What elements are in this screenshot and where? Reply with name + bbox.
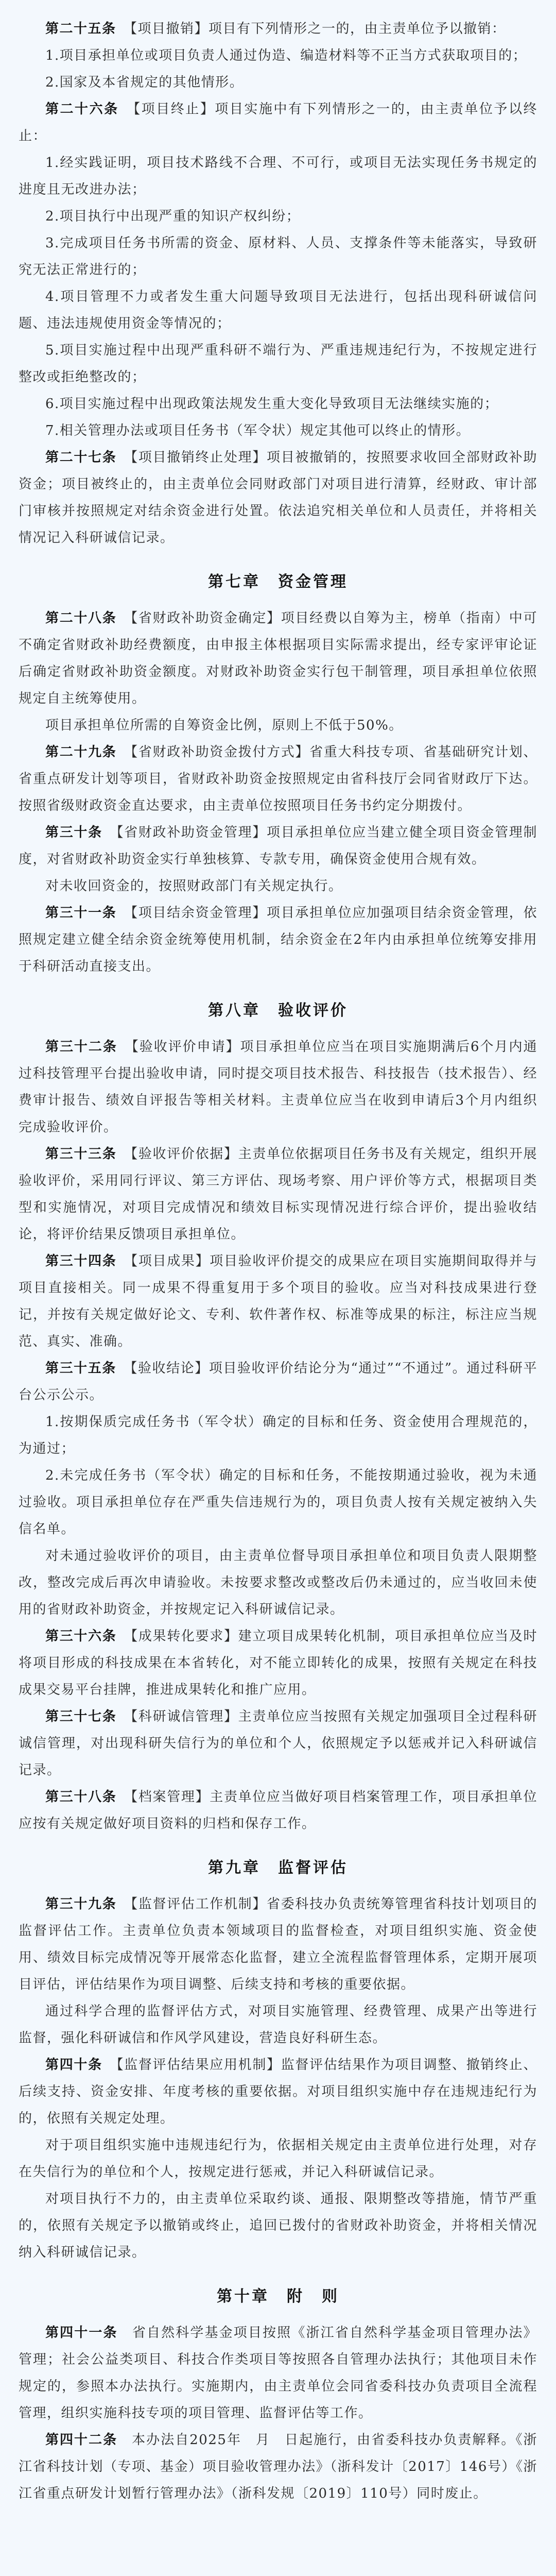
paragraph: [19, 283, 537, 337]
paragraph-text: 6.项目实施过程中出现政策法规发生重大变化导致项目无法继续实施的；: [45, 396, 499, 412]
paragraph-text: 通过科学合理的监督评估方式，对项目实施管理、经费管理、成果产出等进行监督，强化科研诚信和作风学风建设，营造良好科研生态。: [19, 2004, 537, 2046]
paragraph-text: 1.经实践证明，项目技术路线不合理、不可行，或项目无法实现任务书规定的进度且无改进办法；: [19, 155, 537, 197]
chapter-heading: 第八章 验收评价: [208, 1002, 348, 1020]
paragraph-text: 【项目成果】项目验收评价提交的成果应在项目实施期间取得并与项目直接相关。同一成果不得重复用于多个项目的验收。应当对科技成果进行登记，并按有关规定做好论文、专利、软件著作权、标准等成果的标注，标注应当规范、真实、准确。: [19, 1253, 537, 1349]
article-number: 第二十九条: [45, 744, 117, 760]
chapter-heading: 第十章 附 则: [217, 2287, 339, 2306]
paragraph: [19, 1248, 537, 1355]
article-number: 第四十一条: [45, 2325, 118, 2341]
paragraph: [19, 2132, 537, 2185]
paragraph-text: 2.未完成任务书（军令状）确定的目标和任务，不能按期通过验收，视为未通过验收。项目承担单位存在严重失信违规行为的，项目负责人按有关规定被纳入失信名单。: [19, 1468, 537, 1537]
paragraph-text: 【监督评估工作机制】省委科技办负责统筹管理省科技计划项目的监督评估工作。主责单位负责本领域项目的监督检查，对项目组织实施、资金使用、绩效目标完成情况等开展常态化监督，建立全流程监督管理体系，定期开展项目评估，评估结果作为项目调整、后续支持和考核的重要依据。: [19, 1896, 537, 1992]
paragraph-text: 4.项目管理不力或者发生重大问题导致项目无法进行，包括出现科研诚信问题、违法违规使用资金等情况的；: [19, 289, 537, 331]
paragraph: [19, 15, 537, 42]
article-number: 第二十六条: [45, 101, 119, 117]
article-number: 第三十六条: [45, 1629, 117, 1644]
paragraph-text: 【档案管理】主责单位应当做好项目档案管理工作，项目承担单位应按有关规定做好项目资料的归档和保存工作。: [19, 1789, 537, 1832]
article-number: 第二十五条: [45, 21, 116, 37]
paragraph-text: 7.相关管理办法或项目任务书（军令状）规定其他可以终止的情形。: [45, 423, 471, 438]
paragraph: [19, 1998, 537, 2052]
paragraph: [19, 1623, 537, 1703]
paragraph: [19, 873, 537, 900]
paragraph-text: 项目承担单位所需的自筹资金比例，原则上不低于50%。: [45, 718, 403, 733]
article-number: 第三十七条: [45, 1709, 117, 1724]
paragraph: [19, 1543, 537, 1623]
paragraph: [19, 712, 537, 739]
article-number: 第三十三条: [45, 1146, 117, 1162]
paragraph: [19, 337, 537, 391]
paragraph-text: 【项目撤销】项目有下列情形之一的，由主责单位予以撤销：: [130, 21, 506, 37]
paragraph: [19, 149, 537, 203]
chapter-heading: 第七章 资金管理: [208, 573, 348, 591]
article-number: 第三十二条: [45, 1039, 117, 1055]
paragraph-text: 对项目执行不力的，由主责单位采取约谈、通报、限期整改等措施，情节严重的，依照有关规定予以撤销或终止，追回已拨付的省财政补助资金，并将相关情况纳入科研诚信记录。: [19, 2191, 537, 2260]
paragraph-text: 2.国家及本省规定的其他情形。: [45, 75, 244, 90]
article-number: 第三十条: [45, 825, 102, 840]
paragraph-text: 【验收结论】项目验收评价结论分为“通过”“不通过”。通过科研平台公示公示。: [19, 1361, 537, 1403]
paragraph: [19, 1033, 537, 1141]
paragraph-text: 【省财政补助资金管理】项目承担单位应当建立健全项目资金管理制度，对省财政补助资金实行单独核算、专款专用，确保资金使用合规有效。: [19, 825, 537, 867]
paragraph: [19, 391, 537, 417]
paragraph: [19, 2427, 537, 2507]
paragraph: [19, 69, 537, 96]
paragraph: [19, 1891, 537, 1998]
paragraph: [19, 1462, 537, 1543]
paragraph-text: 【成果转化要求】建立项目成果转化机制，项目承担单位应当及时将项目形成的科技成果在本省转化，对不能立即转化的成果，按照有关规定在科技成果交易平台挂牌，推进成果转化和推广应用。: [19, 1629, 537, 1698]
paragraph-text: 5.项目实施过程中出现严重科研不端行为、严重违规违纪行为，不按规定进行整改或拒绝整改的；: [19, 343, 537, 385]
paragraph-text: 【项目终止】项目实施中有下列情形之一的，由主责单位予以终止：: [19, 101, 537, 144]
paragraph: [19, 96, 537, 149]
paragraph: [19, 1784, 537, 1837]
paragraph-text: 【科研诚信管理】主责单位应当按照有关规定加强项目全过程科研诚信管理，对出现科研失信行为的单位和个人，依照规定予以惩戒并记入科研诚信记录。: [19, 1709, 537, 1778]
paragraph: [19, 1355, 537, 1409]
document-body: [19, 0, 537, 2507]
paragraph: [19, 1141, 537, 1248]
article-number: 第四十二条: [45, 2432, 118, 2448]
paragraph: [19, 1409, 537, 1462]
paragraph: [19, 230, 537, 283]
paragraph: [19, 2185, 537, 2266]
paragraph-text: 对未收回资金的，按照财政部门有关规定执行。: [45, 878, 343, 894]
article-number: 第三十九条: [45, 1896, 117, 1912]
paragraph-text: 【省财政补助资金确定】项目经费以自筹为主，榜单（指南）中可不确定省财政补助经费额度，由申报主体根据项目实际需求提出，经专家评审论证后确定省财政补助资金额度。对财政补助资金实行包干制管理，项目承担单位依照规定自主统筹使用。: [19, 611, 537, 706]
paragraph: [19, 819, 537, 873]
article-number: 第二十七条: [45, 450, 117, 465]
paragraph-text: 1.项目承担单位或项目负责人通过伪造、编造材料等不正当方式获取项目的；: [45, 48, 527, 63]
paragraph: [19, 203, 537, 230]
article-number: 第三十五条: [45, 1361, 116, 1376]
paragraph: [19, 417, 537, 444]
paragraph-text: 【验收评价依据】主责单位依据项目任务书及有关规定，组织开展验收评价，采用同行评议、第三方评估、现场考察、用户评价等方式，根据项目类型和实施情况，对项目完成情况和绩效目标实现情况进行综合评价，提出验收结论，将评价结果反馈项目承担单位。: [19, 1146, 537, 1242]
paragraph-text: 3.完成项目任务书所需的资金、原材料、人员、支撑条件等未能落实，导致研究无法正常进行的；: [19, 235, 537, 278]
paragraph: [19, 739, 537, 819]
paragraph-text: 对于项目组织实施中违规违纪行为，依据相关规定由主责单位进行处理，对存在失信行为的单位和个人，按规定进行惩戒，并记入科研诚信记录。: [19, 2138, 537, 2180]
paragraph-text: 【省财政补助资金拨付方式】省重大科技专项、省基础研究计划、省重点研发计划等项目，省财政补助资金按照规定由省科技厅会同省财政厅下达。按照省级财政资金直达要求，由主责单位按照项目任务书约定分期拨付。: [19, 744, 537, 814]
paragraph: [19, 1703, 537, 1784]
article-number: 第三十八条: [45, 1789, 117, 1805]
paragraph-text: 【监督评估结果应用机制】监督评估结果作为项目调整、撤销终止、后续支持、资金安排、年度考核的重要依据。对项目组织实施中存在违规违纪行为的，依照有关规定处理。: [19, 2057, 537, 2126]
paragraph-text: 【项目结余资金管理】项目承担单位应加强项目结余资金管理，依照规定建立健全结余资金统筹使用机制，结余资金在2年内由承担单位统筹安排用于科研活动直接支出。: [19, 905, 537, 974]
article-number: 第二十八条: [45, 611, 117, 626]
paragraph: [19, 444, 537, 551]
paragraph: [19, 2319, 537, 2427]
paragraph-text: 省自然科学基金项目按照《浙江省自然科学基金项目管理办法》管理；社会公益类项目、科技合作类项目等按照各自管理办法执行；其他项目未作规定的，参照本办法执行。实施期内，由主责单位会同省委科技办负责项目全流程管理，组织实施科技专项的项目管理、监督评估等工作。: [19, 2325, 537, 2421]
chapter-heading: 第九章 监督评估: [208, 1859, 348, 1877]
paragraph-text: 对未通过验收评价的项目，由主责单位督导项目承担单位和项目负责人限期整改，整改完成后再次申请验收。未按要求整改或整改后仍未通过的，应当收回未使用的省财政补助资金，并按规定记入科研诚信记录。: [19, 1548, 537, 1617]
paragraph: [19, 42, 537, 69]
paragraph-text: 【验收评价申请】项目承担单位应当在项目实施期满后6个月内通过科技管理平台提出验收申请，同时提交项目技术报告、科技报告（技术报告）、经费审计报告、绩效自评报告等相关材料。主责单位应当在收到申请后3个月内组织完成验收评价。: [19, 1039, 537, 1135]
article-number: 第三十四条: [45, 1253, 117, 1269]
paragraph-text: 【项目撤销终止处理】项目被撤销的，按照要求收回全部财政补助资金；项目被终止的，由主责单位会同财政部门对项目进行清算，经财政、审计部门审核并按照规定对结余资金进行处置。依法追究相关单位和人员责任，并将相关情况记入科研诚信记录。: [19, 450, 537, 546]
paragraph: [19, 2052, 537, 2132]
paragraph: [19, 900, 537, 980]
paragraph-text: 1.按期保质完成任务书（军令状）确定的目标和任务、资金使用合理规范的，为通过；: [19, 1414, 537, 1456]
paragraph-text: 2.项目执行中出现严重的知识产权纠纷；: [45, 209, 301, 224]
article-number: 第四十条: [45, 2057, 102, 2073]
paragraph-text: 本办法自2025年 月 日起施行，由省委科技办负责解释。《浙江省科技计划（专项、基金）项目验收管理办法》（浙科发计〔2017〕146号）《浙江省重点研发计划暂行管理办法》（浙科发规〔2019〕110号）同时废止。: [19, 2432, 537, 2501]
paragraph: [19, 605, 537, 712]
article-number: 第三十一条: [45, 905, 117, 921]
